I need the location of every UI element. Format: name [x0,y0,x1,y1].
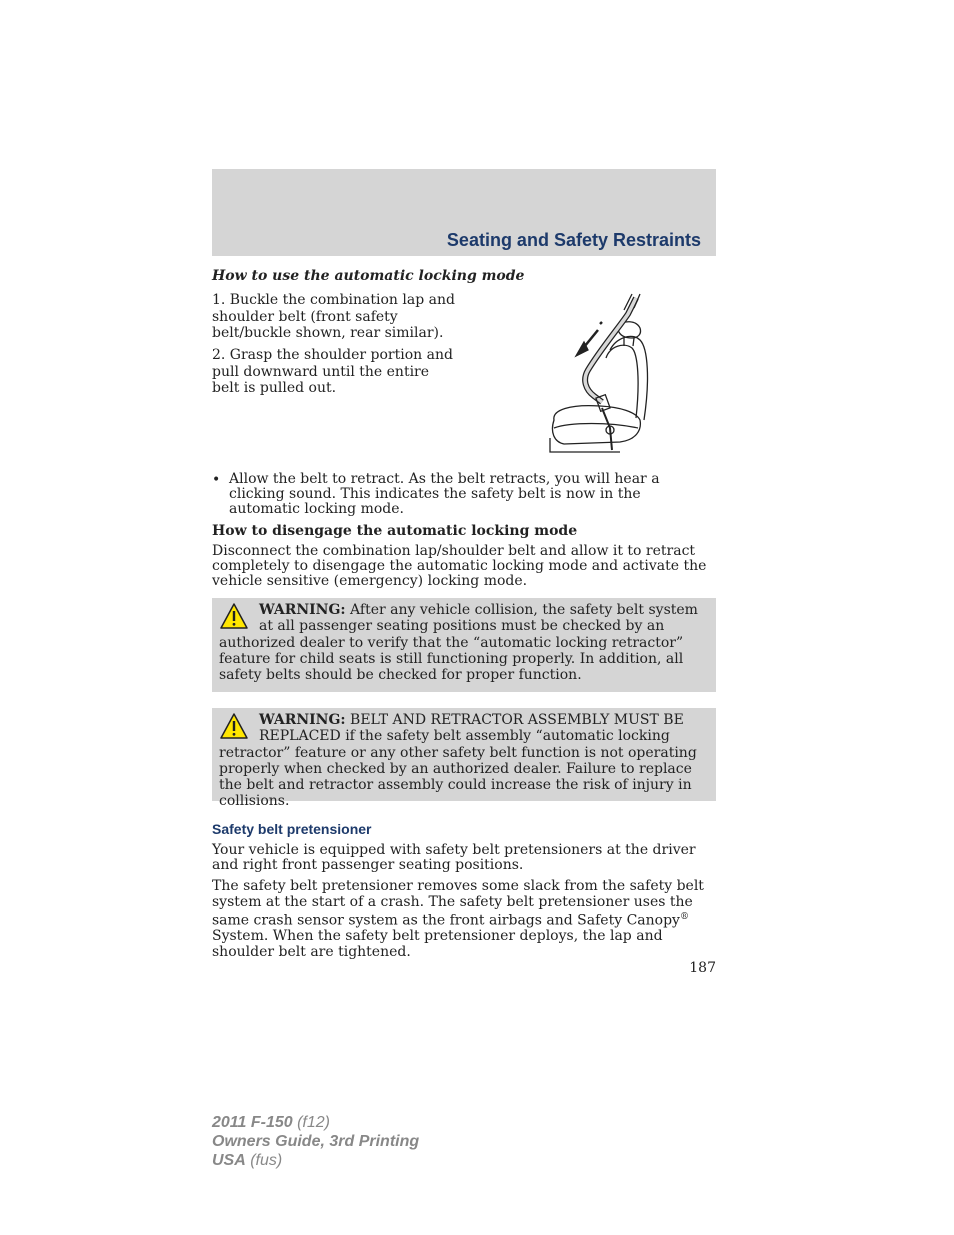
step-2: 2. Grasp the shoulder portion and pull downward until the entire belt is pulled out. [212,347,453,396]
footer-model-code: (f12) [292,1114,330,1131]
footer-region-code: (fus) [245,1152,283,1169]
footer-line-2: Owners Guide, 3rd Printing [212,1133,420,1150]
footer-line-3 [212,1151,419,1170]
bullet-text: Allow the belt to retract. As the belt retracts, you will hear a clicking sound. This indicates the safety belt is now in the automatic locking mode. [229,471,660,518]
seat-belt-illustration [540,290,660,460]
warning-triangle-icon [219,712,249,740]
section-heading-pretensioner: Safety belt pretensioner [212,821,372,837]
section-heading-locking-mode: How to use the automatic locking mode [212,268,525,284]
warning-text: After any vehicle collision, the safety belt system at all passenger seating positions must be checked by an authorized dealer to verify that the “automatic locking retractor” feature for child seats is still functioning properly. In addition, all safety belts should be checked for proper function. [219,602,698,684]
footer-model: 2011 F-150 [212,1114,293,1131]
page-number: 187 [689,960,716,976]
disengage-body: Disconnect the combination lap/shoulder belt and allow it to retract completely to disengage the automatic locking mode and activate the vehicle sensitive (emergency) locking mode. [212,543,707,590]
chapter-header [212,169,716,256]
warning-box-retractor [212,708,716,810]
warning-box-collision [212,598,716,692]
pretensioner-para-2 [212,879,716,960]
para2-text-a: The safety belt pretensioner removes some slack from the safety belt system at the start of a crash. The safety belt pretensioner uses the same crash sensor system as the front airbags and Safety Canopy [212,878,704,929]
step-1: 1. Buckle the combination lap and shoulder belt (front safety belt/buckle shown, rear similar). [212,292,455,341]
registered-mark: ® [679,912,689,922]
document-footer [212,1113,419,1170]
chapter-title: Seating and Safety Restraints [446,230,701,250]
warning-triangle-icon [219,602,249,630]
warning-label: WARNING: [259,712,346,728]
warning-label: WARNING: [259,602,346,618]
pretensioner-para-1: Your vehicle is equipped with safety belt pretensioners at the driver and right front passenger seating positions. [212,842,696,874]
para2-text-b: System. When the safety belt pretensioner deploys, the lap and shoulder belt are tightened. [212,928,663,960]
footer-line-1 [212,1113,419,1132]
warning-text: BELT AND RETRACTOR ASSEMBLY MUST BE REPLACED if the safety belt assembly “automatic locking retractor” feature or any other safety belt function is not operating properly when checked by an authorized dealer. Failure to replace the belt and retractor assembly could increase the risk of injury in collisions. [219,712,697,810]
footer-region: USA [212,1152,246,1169]
bullet-dot: • [212,472,221,488]
section-heading-disengage: How to disengage the automatic locking mode [212,523,578,539]
